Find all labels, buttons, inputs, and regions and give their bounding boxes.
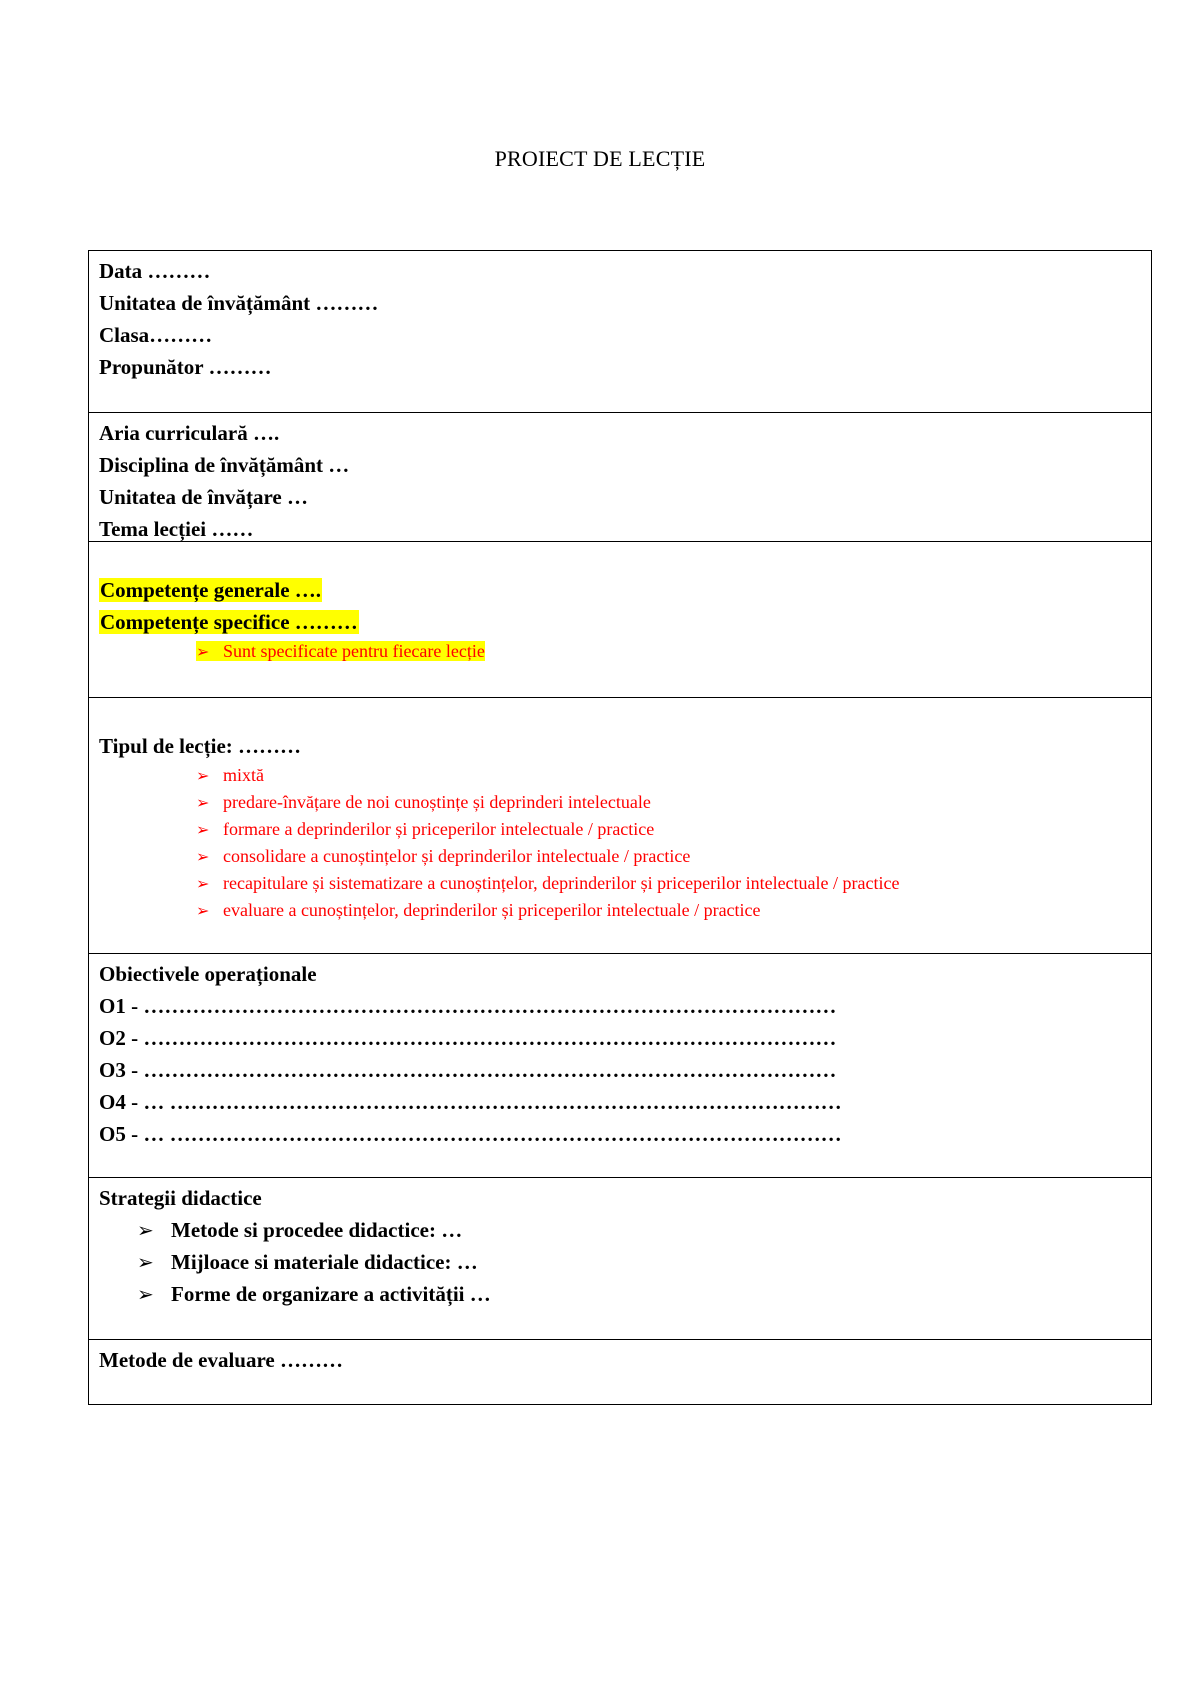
field-curricular-area: Aria curriculară …. [99,421,280,445]
arrow-bullet-icon: ➢ [196,820,210,839]
competences-note: Sunt specificate pentru fiecare lecție [223,641,485,661]
strategies-list [99,1214,1141,1310]
lesson-type-item: consolidare a cunoștințelor și deprinderilor intelectuale / practice [223,846,691,866]
list-item [196,762,1141,789]
objectives-heading: Obiectivele operaționale [99,962,317,986]
section-curriculum [89,412,1151,541]
section-general-info [89,251,1151,412]
strategy-item: Mijloace si materiale didactice: … [171,1250,478,1274]
arrow-bullet-icon: ➢ [137,1250,154,1274]
arrow-bullet-icon: ➢ [196,901,210,920]
arrow-bullet-icon: ➢ [196,847,210,866]
arrow-bullet-icon: ➢ [196,874,210,893]
list-item [196,897,1141,924]
field-school: Unitatea de învățământ ……… [99,291,379,315]
strategies-heading: Strategii didactice [99,1186,262,1210]
list-item [196,816,1141,843]
arrow-bullet-icon: ➢ [137,1218,154,1242]
lesson-type-label: Tipul de lecție: ……… [99,734,302,758]
section-evaluation [89,1339,1151,1404]
objective-item: O3 - ……………………………………………………………………………………… [99,1058,837,1082]
lesson-type-item: formare a deprinderilor și priceperilor intelectuale / practice [223,819,655,839]
strategy-item: Forme de organizare a activității … [171,1282,491,1306]
field-class: Clasa……… [99,323,213,347]
field-discipline: Disciplina de învățământ … [99,453,350,477]
arrow-bullet-icon: ➢ [196,642,210,661]
arrow-bullet-icon: ➢ [196,766,210,785]
objective-item: O4 - … …………………………………………………………………………………… [99,1090,842,1114]
section-lesson-type [89,697,1151,953]
section-competences [89,541,1151,697]
lesson-type-item: recapitulare și sistematizare a cunoștințelor, deprinderilor și priceperilor intelectuale / practice [223,873,900,893]
objective-item: O1 - ……………………………………………………………………………………… [99,994,837,1018]
strategy-item: Metode si procedee didactice: … [171,1218,463,1242]
specific-competences: Competențe specifice ……… [100,610,358,634]
lesson-type-list [99,762,1141,924]
objective-item: O5 - … …………………………………………………………………………………… [99,1122,842,1146]
field-teacher: Propunător ……… [99,355,272,379]
general-competences-line [99,574,1141,606]
field-data: Data ……… [99,259,211,283]
general-competences: Competențe generale …. [100,578,322,602]
list-item [196,789,1141,816]
lesson-type-item: predare-învățare de noi cunoștințe și deprinderi intelectuale [223,792,651,812]
arrow-bullet-icon: ➢ [196,793,210,812]
arrow-bullet-icon: ➢ [137,1282,154,1306]
list-item [196,638,1141,665]
list-item [137,1278,1141,1310]
list-item [137,1214,1141,1246]
lesson-plan-table [88,250,1152,1405]
lesson-type-item: mixtă [223,765,264,785]
section-objectives [89,953,1151,1177]
page-title: PROIECT DE LECȚIE [494,146,706,171]
list-item [137,1246,1141,1278]
specific-competences-line [99,606,1141,638]
evaluation-methods: Metode de evaluare ……… [99,1348,343,1372]
highlighted-note [196,641,485,661]
list-item [196,870,1141,897]
competences-note-list [99,638,1141,665]
objective-item: O2 - ……………………………………………………………………………………… [99,1026,837,1050]
list-item [196,843,1141,870]
field-learning-unit: Unitatea de învățare … [99,485,309,509]
field-lesson-topic: Tema lecției …… [99,517,254,541]
lesson-type-item: evaluare a cunoștințelor, deprinderilor și priceperilor intelectuale / practice [223,900,761,920]
section-strategies [89,1177,1151,1339]
